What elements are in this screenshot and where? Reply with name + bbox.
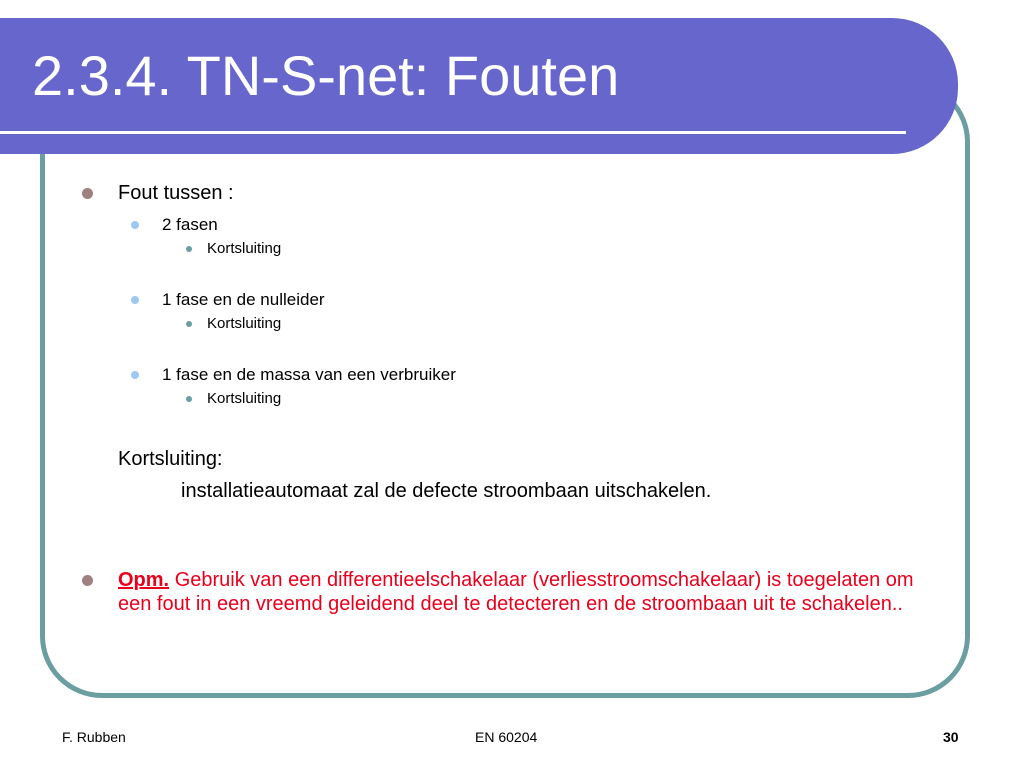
footer-standard: EN 60204 [475, 729, 538, 745]
bullet-dot-icon [131, 296, 139, 304]
footer-author: F. Rubben [62, 729, 126, 745]
bullet-dot-icon [131, 371, 139, 379]
bullet-dot-icon [82, 575, 93, 586]
bullet-dot-icon [131, 221, 139, 229]
title-underline [0, 131, 906, 134]
explanation-heading: Kortsluiting: [118, 448, 223, 470]
bullet-main: Fout tussen : [118, 182, 234, 204]
bullet-dot-icon [186, 321, 192, 327]
note-text: Gebruik van een differentieelschakelaar (verliesstroomschakelaar) is toegelaten om een fout in een vreemd geleidend deel te detecteren en de stroombaan uit te schakelen.. [118, 569, 914, 615]
explanation-text: installatieautomaat zal de defecte stroombaan uitschakelen. [181, 480, 712, 502]
page-number: 30 [943, 729, 959, 745]
note-label: Opm. [118, 569, 170, 591]
bullet-item: 1 fase en de massa van een verbruiker [162, 365, 456, 384]
bullet-dot-icon [82, 188, 93, 199]
bullet-subitem: Kortsluiting [207, 390, 282, 407]
note-paragraph [118, 568, 948, 616]
bullet-subitem: Kortsluiting [207, 315, 282, 332]
bullet-dot-icon [186, 396, 192, 402]
bullet-item: 1 fase en de nulleider [162, 290, 325, 309]
bullet-dot-icon [186, 246, 192, 252]
bullet-item: 2 fasen [162, 215, 218, 234]
bullet-subitem: Kortsluiting [207, 240, 282, 257]
slide-title: 2.3.4. TN-S-net: Fouten [32, 44, 620, 107]
